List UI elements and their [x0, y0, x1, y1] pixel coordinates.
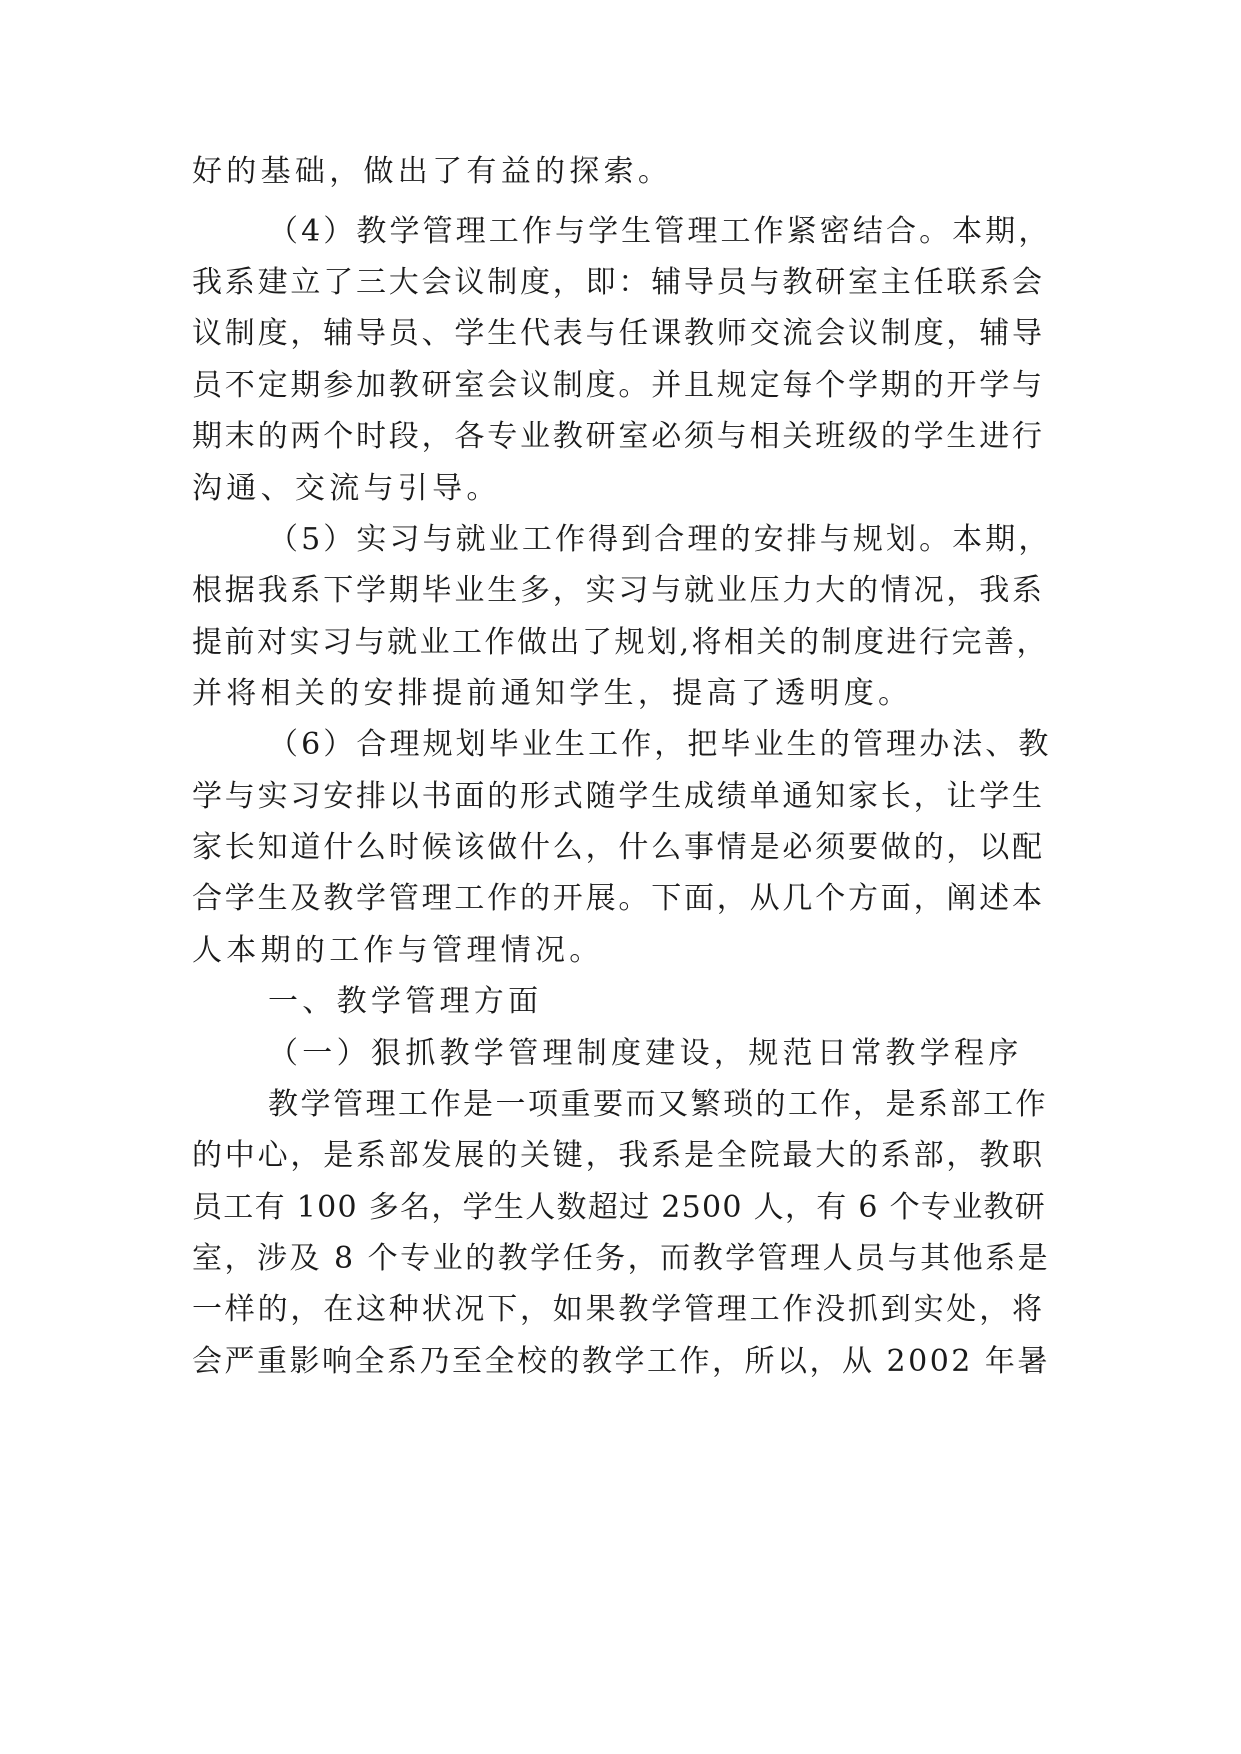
subsection-heading: （一）狠抓教学管理制度建设，规范日常教学程序	[268, 1036, 1023, 1071]
text-line: 并将相关的安排提前通知学生，提高了透明度。	[192, 676, 913, 711]
paragraph-heading-5: （5）实习与就业工作得到合理的安排与规划。本期，	[268, 522, 1052, 557]
text-line: 的中心，是系部发展的关键，我系是全院最大的系部，教职	[192, 1138, 1045, 1173]
paragraph-heading-4: （4）教学管理工作与学生管理工作紧密结合。本期，	[268, 214, 1052, 249]
text-line: 议制度，辅导员、学生代表与任课教师交流会议制度，辅导	[192, 316, 1045, 351]
text-line: 教学管理工作是一项重要而又繁琐的工作，是系部工作	[268, 1087, 1048, 1122]
text-line: 一样的，在这种状况下，如果教学管理工作没抓到实处，将	[192, 1292, 1045, 1327]
text-line: 我系建立了三大会议制度，即：辅导员与教研室主任联系会	[192, 265, 1045, 300]
text-line: 员工有 100 多名，学生人数超过 2500 人，有 6 个专业教研	[192, 1190, 1047, 1225]
text-line: 室，涉及 8 个专业的教学任务，而教学管理人员与其他系是	[192, 1241, 1051, 1276]
text-line: 合学生及教学管理工作的开展。下面，从几个方面，阐述本	[192, 881, 1045, 916]
text-line: 员不定期参加教研室会议制度。并且规定每个学期的开学与	[192, 368, 1045, 403]
text-line: 会严重影响全系乃至全校的教学工作，所以，从 2002 年暑	[192, 1344, 1050, 1379]
text-line: 沟通、交流与引导。	[192, 471, 501, 506]
text-line: 根据我系下学期毕业生多，实习与就业压力大的情况，我系	[192, 573, 1045, 608]
paragraph-heading-6: （6）合理规划毕业生工作，把毕业生的管理办法、教	[268, 727, 1052, 762]
section-heading: 一、教学管理方面	[268, 984, 543, 1019]
text-line: 提前对实习与就业工作做出了规划,将相关的制度进行完善，	[192, 625, 1050, 660]
text-line: 家长知道什么时候该做什么，什么事情是必须要做的，以配	[192, 830, 1045, 865]
text-line: 好的基础，做出了有益的探索。	[192, 154, 673, 189]
text-line: 期末的两个时段，各专业教研室必须与相关班级的学生进行	[192, 419, 1045, 454]
text-line: 人本期的工作与管理情况。	[192, 933, 604, 968]
text-line: 学与实习安排以书面的形式随学生成绩单通知家长，让学生	[192, 779, 1045, 814]
